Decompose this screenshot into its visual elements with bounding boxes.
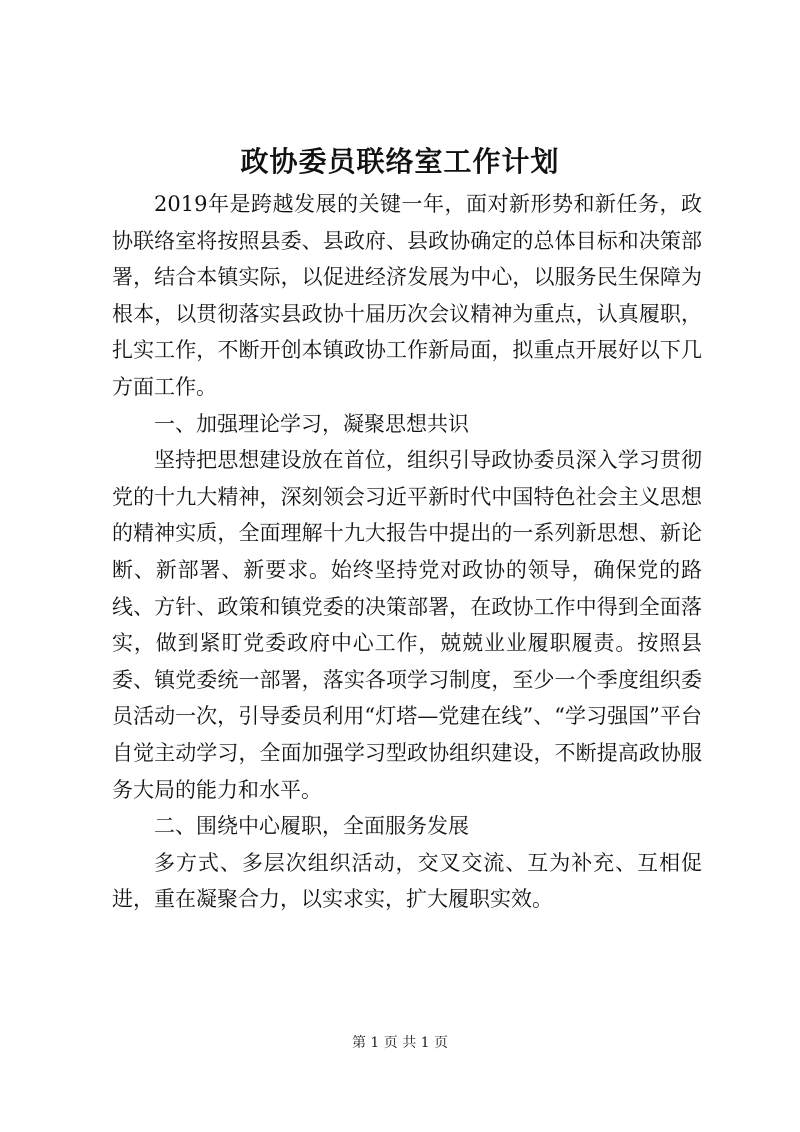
section-heading-2: 二、围绕中心履职，全面服务发展 xyxy=(154,814,469,839)
section-1-paragraph: 坚持把思想建设放在首位，组织引导政协委员深入学习贯彻党的十九大精神，深刻领会习近平新时代中国特色社会主义思想的精神实质，全面理解十九大报告中提出的一系列新思想、新论断、新部署、新要求。始终坚持党对政协的领导，确保党的路线、方针、政策和镇党委的决策部署，在政协工作中得到全面落实，做到紧盯党委政府中心工作，兢兢业业履职履责。按照县委、镇党委统一部署，落实各项学习制度，至少一个季度组织委员活动一次，引导委员利用“灯塔—党建在线”、“学习强国”平台自觉主动学习，全面加强学习型政协组织建设，不断提高政协服务大局的能力和水平。 xyxy=(112,448,702,802)
page-number-footer: 第 1 页 共 1 页 xyxy=(351,1035,449,1051)
document-body xyxy=(112,186,702,918)
document-title: 政协委员联络室工作计划 xyxy=(240,145,560,178)
section-heading-1: 一、加强理论学习，凝聚思想共识 xyxy=(154,411,469,436)
intro-paragraph: 2019年是跨越发展的关键一年，面对新形势和新任务，政协联络室将按照县委、县政府、县政协确定的总体目标和决策部署，结合本镇实际，以促进经济发展为中心，以服务民生保障为根本，以贯彻落实县政协十届历次会议精神为重点，认真履职，扎实工作，不断开创本镇政协工作新局面，拟重点开展好以下几方面工作。 xyxy=(112,192,702,399)
section-2-paragraph: 多方式、多层次组织活动，交叉交流、互为补充、互相促进，重在凝聚合力，以实求实，扩大履职实效。 xyxy=(112,850,702,912)
